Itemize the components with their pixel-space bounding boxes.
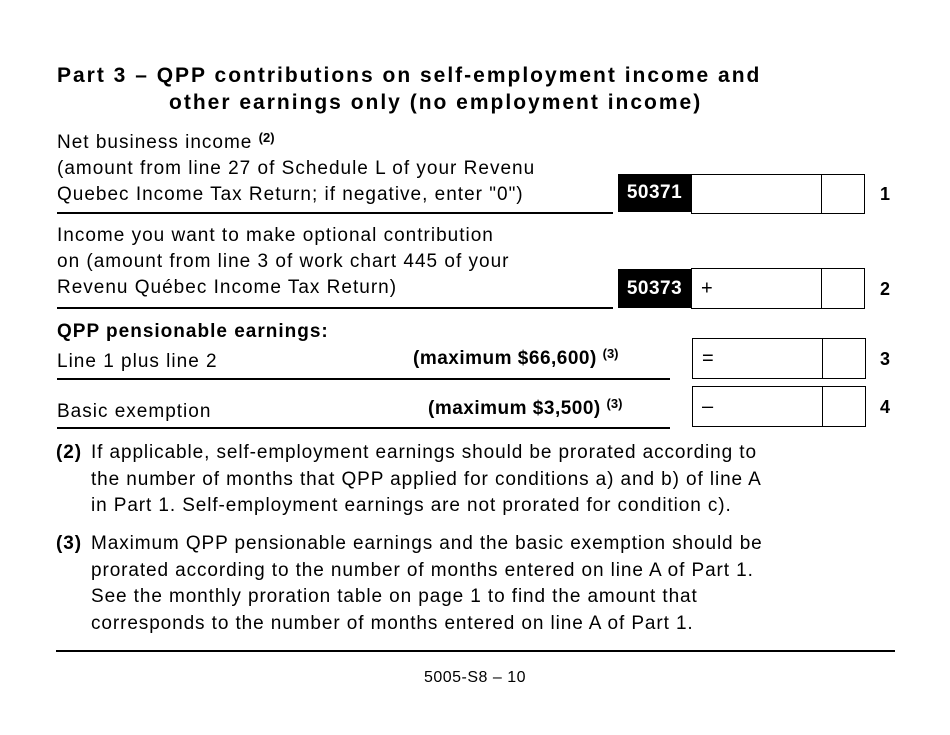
pensionable-earnings-heading: QPP pensionable earnings: [57, 321, 329, 342]
line3-number: 3 [880, 349, 891, 369]
line1-description [57, 130, 535, 208]
footnote-3-number: (3) [56, 533, 82, 554]
line1-footnote-ref: (2) [258, 130, 275, 145]
line3-sign: = [702, 347, 714, 369]
section-title-line-2: other earnings only (no employment income) [169, 91, 703, 114]
section-title [57, 62, 897, 116]
line4-number: 4 [880, 397, 891, 417]
line4-amount-field[interactable] [692, 386, 866, 427]
line3-dollars-field[interactable] [693, 339, 822, 378]
line1-number: 1 [880, 184, 891, 204]
line1-code: 50371 [618, 174, 691, 212]
line2-dollars-field[interactable] [692, 269, 821, 308]
line3-footnote-ref: (3) [602, 346, 619, 361]
footnote-3 [56, 531, 906, 637]
line1-text-a: Net business income [57, 132, 253, 153]
footer-divider [56, 650, 895, 652]
line1-text-c: Quebec Income Tax Return; if negative, enter "0") [57, 184, 524, 205]
line2-description [57, 223, 509, 301]
line4-dollars-field[interactable] [693, 387, 822, 426]
line3-maximum-text: (maximum $66,600) [413, 348, 597, 369]
line2-sign: + [701, 277, 713, 299]
line2-text-c: Revenu Québec Income Tax Return) [57, 277, 398, 298]
line2-code: 50373 [618, 269, 691, 308]
line4-footnote-ref: (3) [606, 396, 623, 411]
line3-cents-field[interactable] [822, 339, 865, 378]
line3-label: Line 1 plus line 2 [57, 351, 218, 372]
footnote-3-line: Maximum QPP pensionable earnings and the basic exemption should be [91, 533, 763, 554]
section-title-line-1: Part 3 – QPP contributions on self-employment income and [57, 64, 762, 87]
line1-cents-field[interactable] [821, 175, 864, 213]
line4-cents-field[interactable] [822, 387, 865, 426]
footnote-3-line: prorated according to the number of months entered on line A of Part 1. [91, 559, 754, 581]
line3-underline [57, 378, 670, 380]
line2-text-a: Income you want to make optional contribution [57, 225, 494, 246]
footnote-2-line: in Part 1. Self-employment earnings are not prorated for condition c). [91, 495, 732, 516]
footnote-2-line: If applicable, self-employment earnings should be prorated according to [91, 442, 757, 463]
line4-label: Basic exemption [57, 401, 212, 422]
line3-amount-field[interactable] [692, 338, 866, 379]
line1-underline [57, 212, 613, 214]
line1-text-b: (amount from line 27 of Schedule L of your Revenu [57, 158, 536, 179]
line2-cents-field[interactable] [821, 269, 864, 308]
page-footer: 5005-S8 – 10 [423, 669, 527, 686]
footnote-2 [56, 440, 906, 520]
line4-underline [57, 427, 670, 429]
line1-amount-field[interactable] [691, 174, 865, 214]
line2-number: 2 [880, 279, 891, 299]
line2-text-b: on (amount from line 3 of work chart 445 of your [57, 251, 510, 272]
footnote-3-line: See the monthly proration table on page 1 to find the amount that [91, 586, 698, 607]
line4-maximum [428, 398, 622, 420]
footnote-2-number: (2) [56, 442, 82, 463]
line3-maximum [413, 348, 619, 370]
line2-underline [57, 307, 613, 309]
line2-amount-field[interactable] [691, 268, 865, 309]
footnote-2-line: the number of months that QPP applied for conditions a) and b) of line A [91, 468, 762, 490]
line4-sign: – [702, 395, 714, 417]
line4-maximum-text: (maximum $3,500) [428, 398, 601, 419]
line1-dollars-field[interactable] [692, 175, 821, 213]
footnote-3-line: corresponds to the number of months entered on line A of Part 1. [91, 612, 694, 634]
